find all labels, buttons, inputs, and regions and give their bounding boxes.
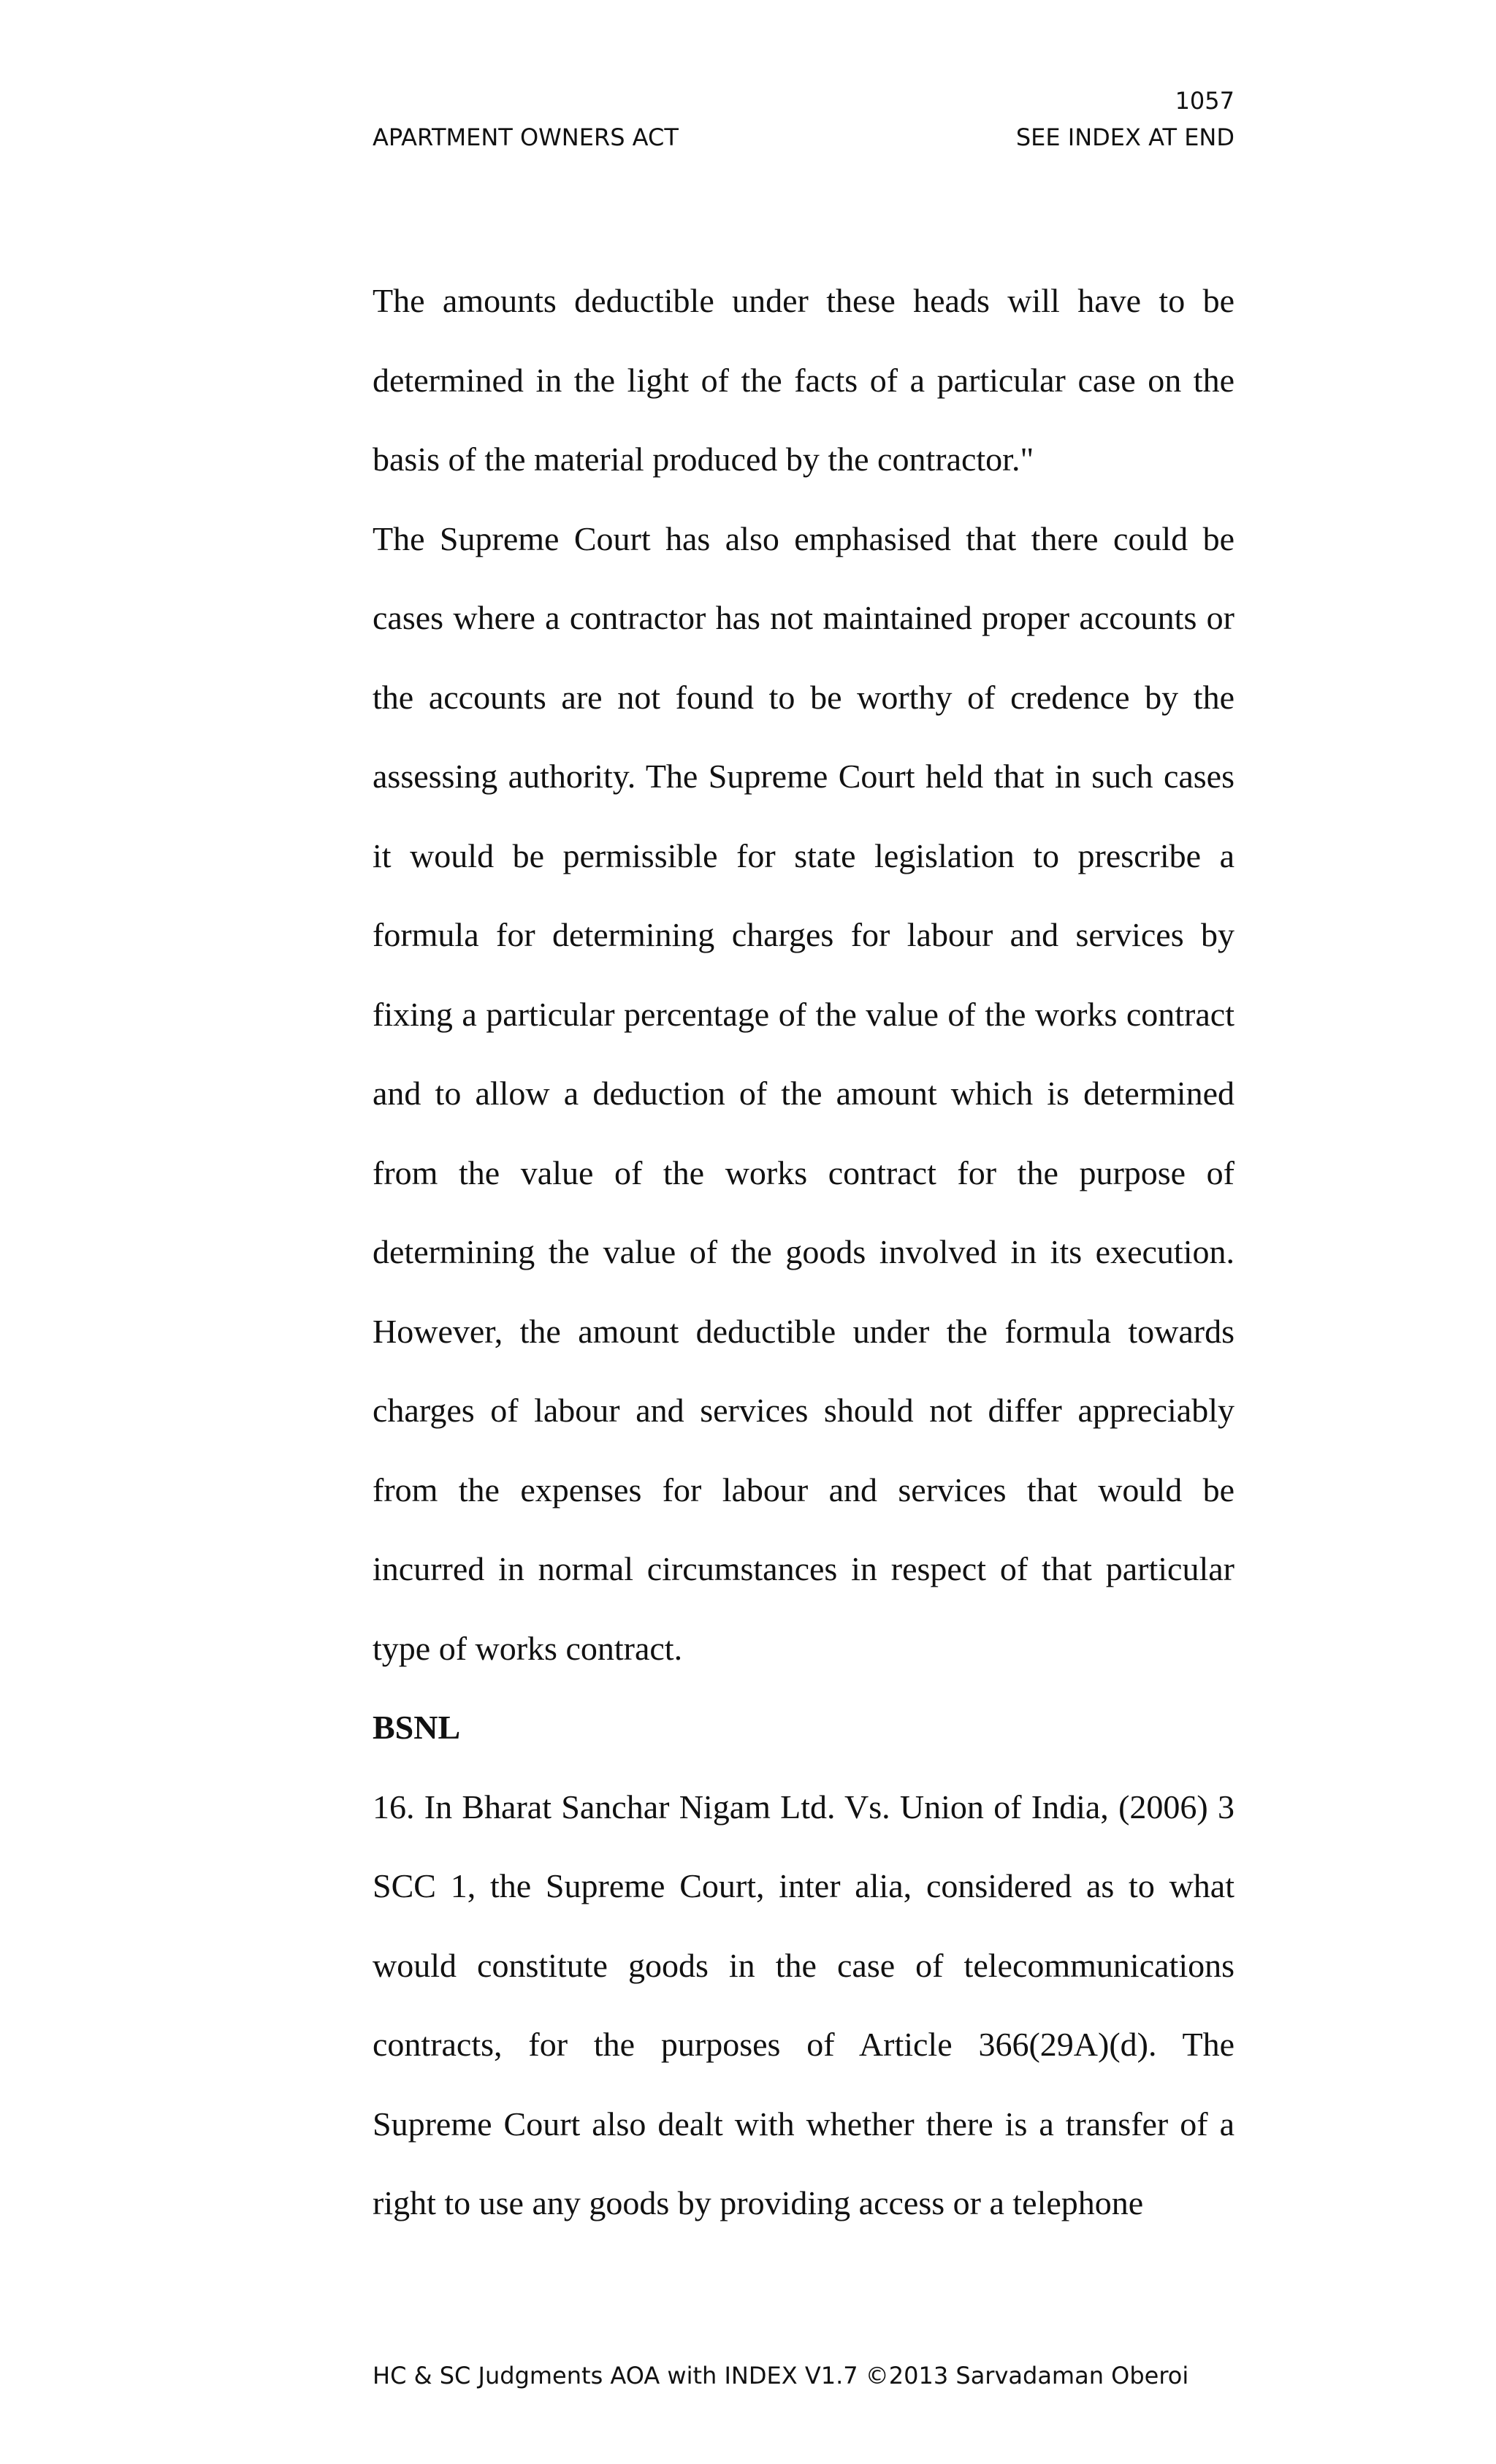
paragraph-quote-end: The amounts deductible under these heads will have to be determined in the light of the facts of a particular case on the basis of the material produced by the contractor." bbox=[373, 282, 1234, 478]
paragraph-supreme-court-formula: The Supreme Court has also emphasised that there could be cases where a contractor has not maintained proper accounts or the accounts are not found to be worthy of credence by the assessing authority. The Supreme Court held that in such cases it would be permissible for state legislation to prescribe a formula for determining charges for labour and services by fixing a particular percentage of the value of the works contract and to allow a deduction of the amount which is determined from the value of the works contract for the purpose of determining the value of the goods involved in its execution. However, the amount deductible under the formula towards charges of labour and services should not differ appreciably from the expenses for labour and services that would be incurred in normal circumstances in respect of that particular type of works contract. bbox=[373, 519, 1234, 1667]
paragraph-bsnl-case: 16. In Bharat Sanchar Nigam Ltd. Vs. Union of India, (2006) 3 SCC 1, the Supreme Court, inter alia, considered as to what would constitute goods in the case of telecommunications contracts, for the purposes of Article 366(29A)(d). The Supreme Court also dealt with whether there is a transfer of a right to use any goods by providing access or a telephone bbox=[373, 1788, 1234, 2221]
running-header-title: APARTMENT OWNERS ACT bbox=[373, 123, 679, 151]
document-body bbox=[373, 262, 1234, 2243]
page-footer: HC & SC Judgments AOA with INDEX V1.7 ©2013 Sarvadaman Oberoi bbox=[373, 2362, 1189, 2389]
running-header-index-note: SEE INDEX AT END bbox=[1015, 123, 1234, 151]
section-heading-bsnl: BSNL bbox=[373, 1709, 461, 1746]
page-number: 1057 bbox=[1175, 87, 1234, 115]
